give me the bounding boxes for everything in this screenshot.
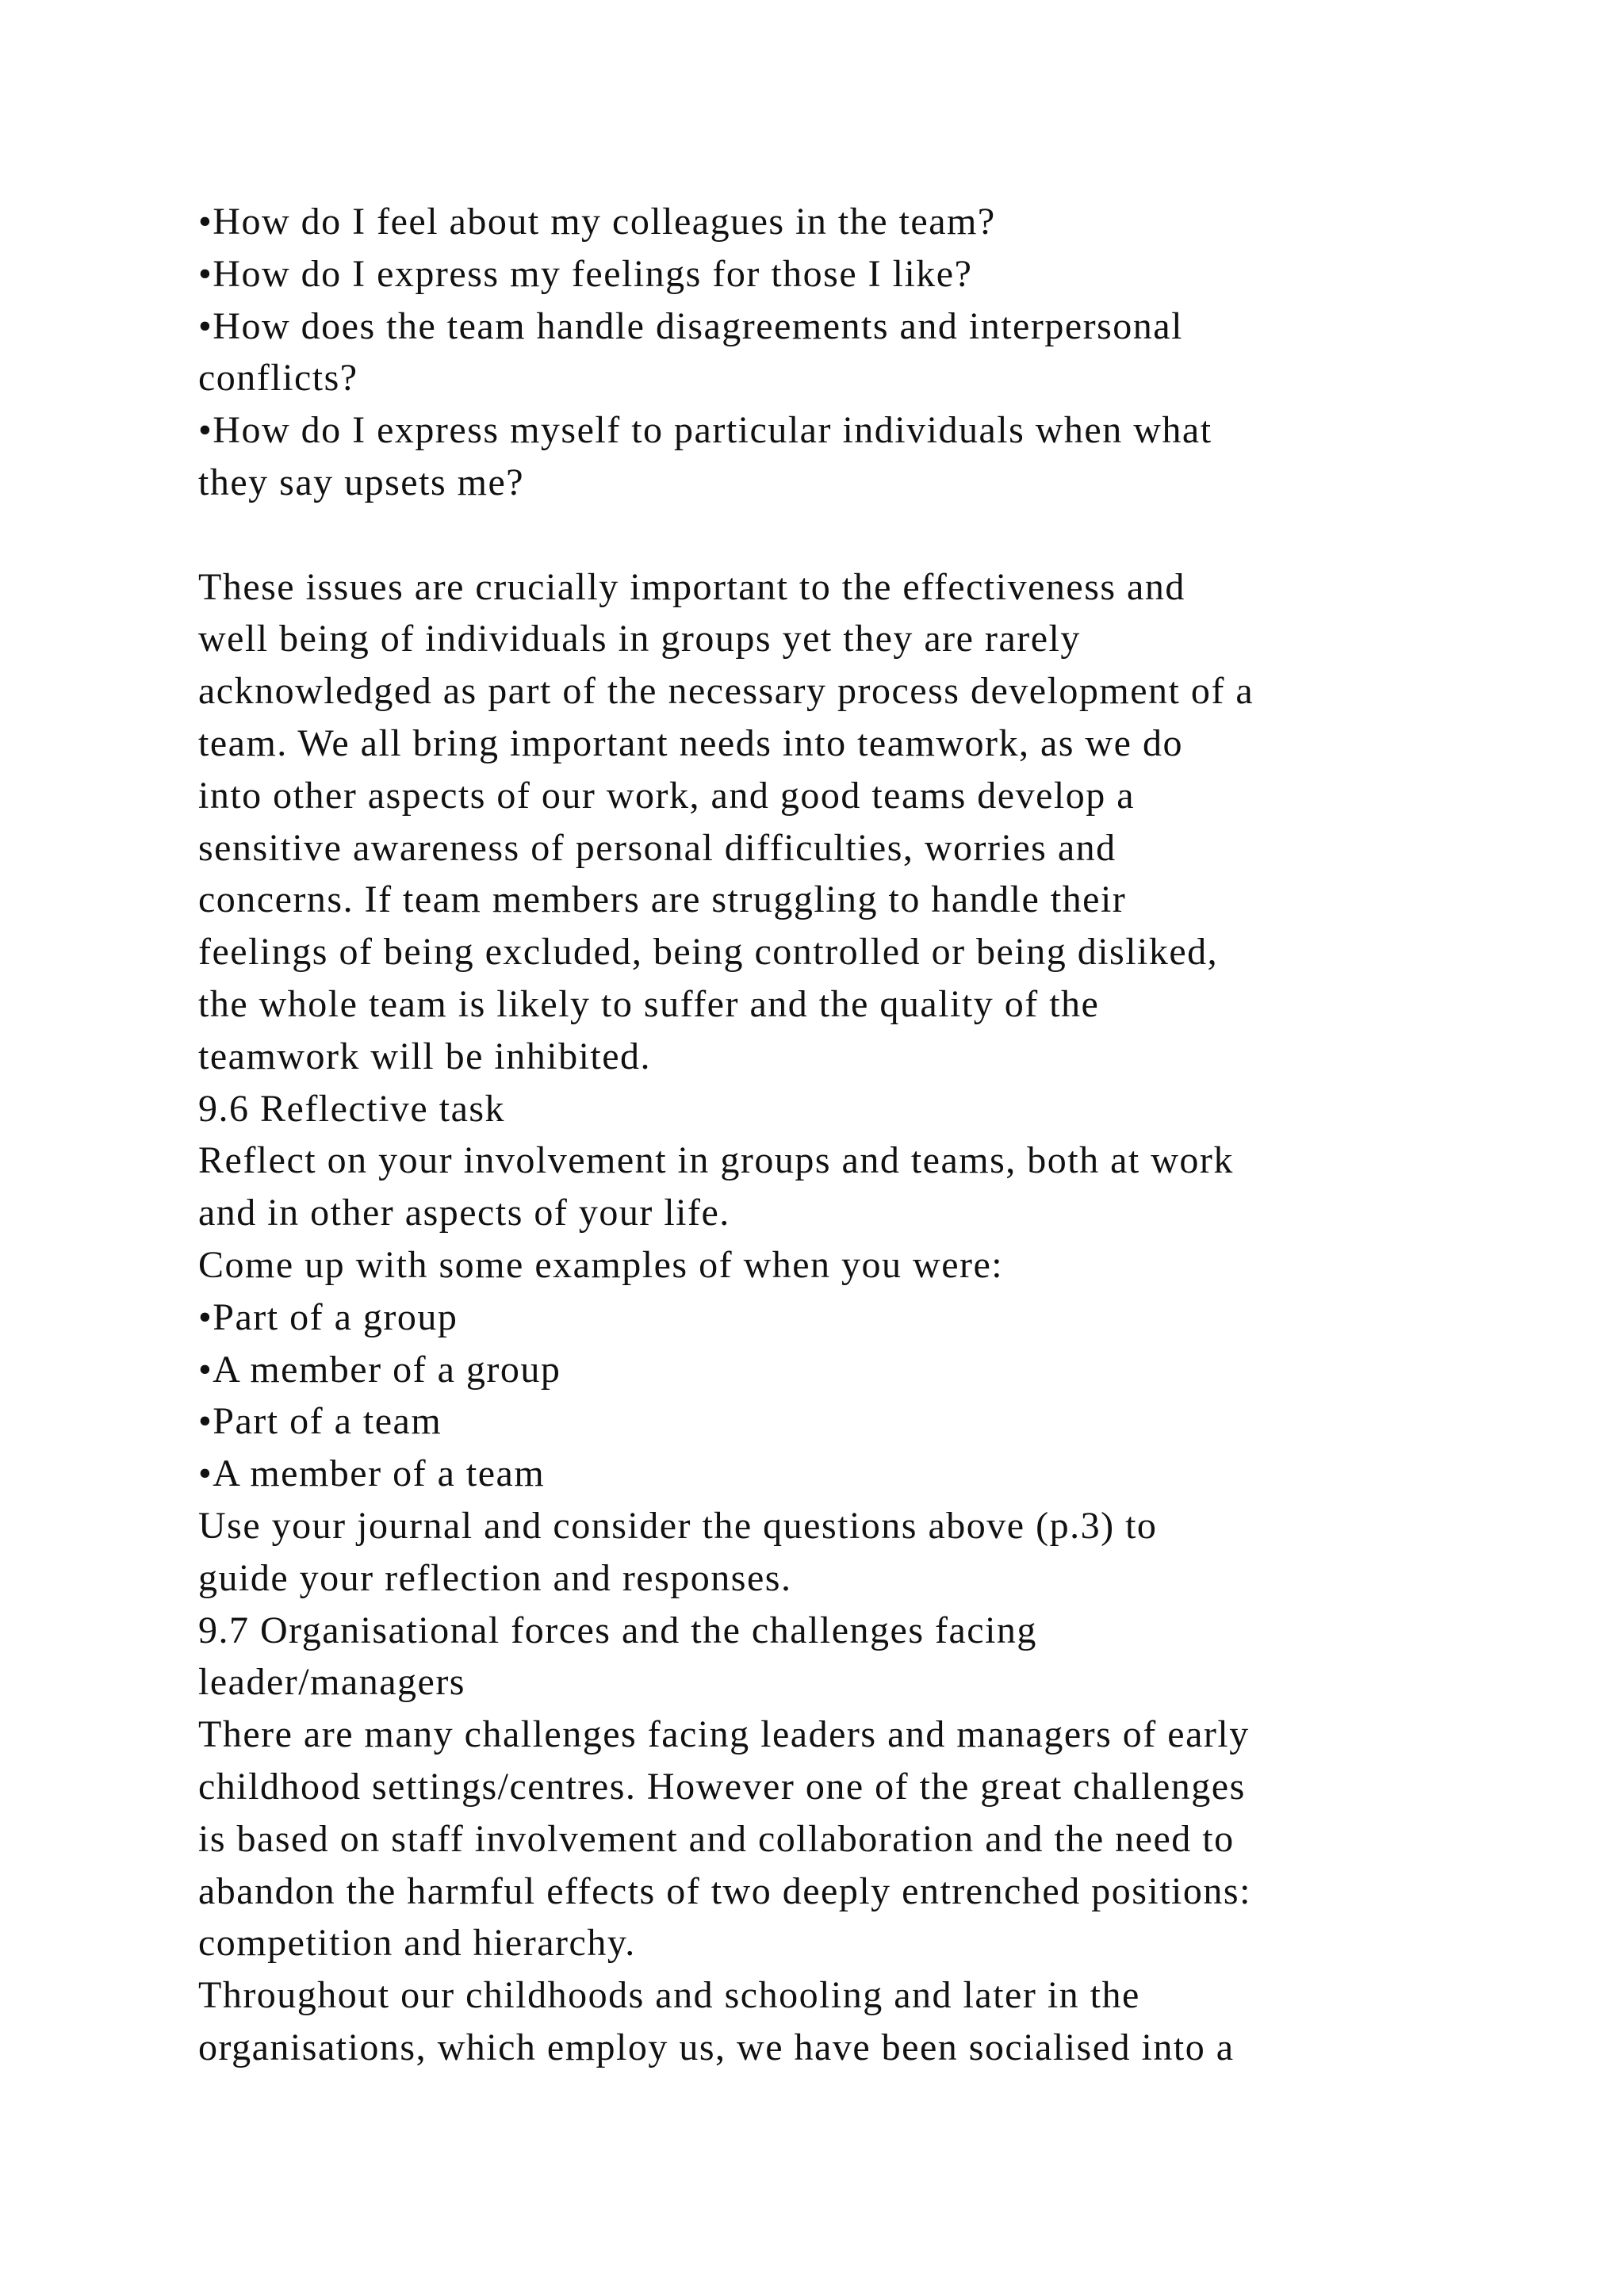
paragraph-line: into other aspects of our work, and good teams develop a [198,774,1136,817]
paragraph-spacer [198,509,1507,561]
paragraph-line: team. We all bring important needs into teamwork, as we do [198,721,1183,764]
paragraph-line: There are many challenges facing leaders and managers of early [198,1713,1250,1756]
paragraph-line: sensitive awareness of personal difficulties, worries and [198,826,1116,869]
section-heading: 9.7 Organisational forces and the challenges facing [198,1609,1037,1651]
bullet-question: •How do I express my feelings for those I like? [198,252,973,295]
paragraph-line: is based on staff involvement and collaboration and the need to [198,1817,1235,1860]
section-heading: leader/managers [198,1661,465,1704]
paragraph-line: competition and hierarchy. [198,1922,636,1965]
paragraph-line: and in other aspects of your life. [198,1192,730,1234]
paragraph-line: teamwork will be inhibited. [198,1035,652,1077]
paragraph-line: Come up with some examples of when you were: [198,1243,1004,1286]
paragraph-line: Reflect on your involvement in groups and teams, both at work [198,1139,1234,1182]
paragraph-line: These issues are crucially important to the effectiveness and [198,565,1185,608]
paragraph-line: guide your reflection and responses. [198,1556,792,1599]
paragraph-line: concerns. If team members are struggling to handle their [198,878,1127,921]
paragraph-line: well being of individuals in groups yet they are rarely [198,618,1081,660]
paragraph-line: childhood settings/centres. However one of the great challenges [198,1765,1246,1808]
paragraph-line: abandon the harmful effects of two deeply entrenched positions: [198,1869,1251,1912]
text-line: conflicts? [198,357,358,400]
bullet-question: •How do I feel about my colleagues in the team? [198,201,996,243]
bullet-item: •Part of a team [198,1400,442,1443]
bullet-question: •How does the team handle disagreements and interpersonal [198,304,1183,347]
bullet-question: •How do I express myself to particular individuals when what [198,409,1212,452]
paragraph-line: organisations, which employ us, we have been socialised into a [198,2026,1235,2068]
paragraph-line: feelings of being excluded, being controlled or being disliked, [198,931,1219,974]
bullet-item: •A member of a group [198,1348,561,1391]
paragraph-line: Use your journal and consider the questions above (p.3) to [198,1504,1158,1547]
text-line: they say upsets me? [198,461,525,503]
bullet-item: •Part of a group [198,1295,458,1338]
paragraph-line: Throughout our childhoods and schooling and later in the [198,1974,1140,2017]
paragraph-line: the whole team is likely to suffer and the quality of the [198,982,1100,1025]
bullet-item: •A member of a team [198,1452,546,1495]
section-heading: 9.6 Reflective task [198,1087,506,1130]
document-body [198,196,1507,2074]
paragraph-line: acknowledged as part of the necessary process development of a [198,670,1254,713]
